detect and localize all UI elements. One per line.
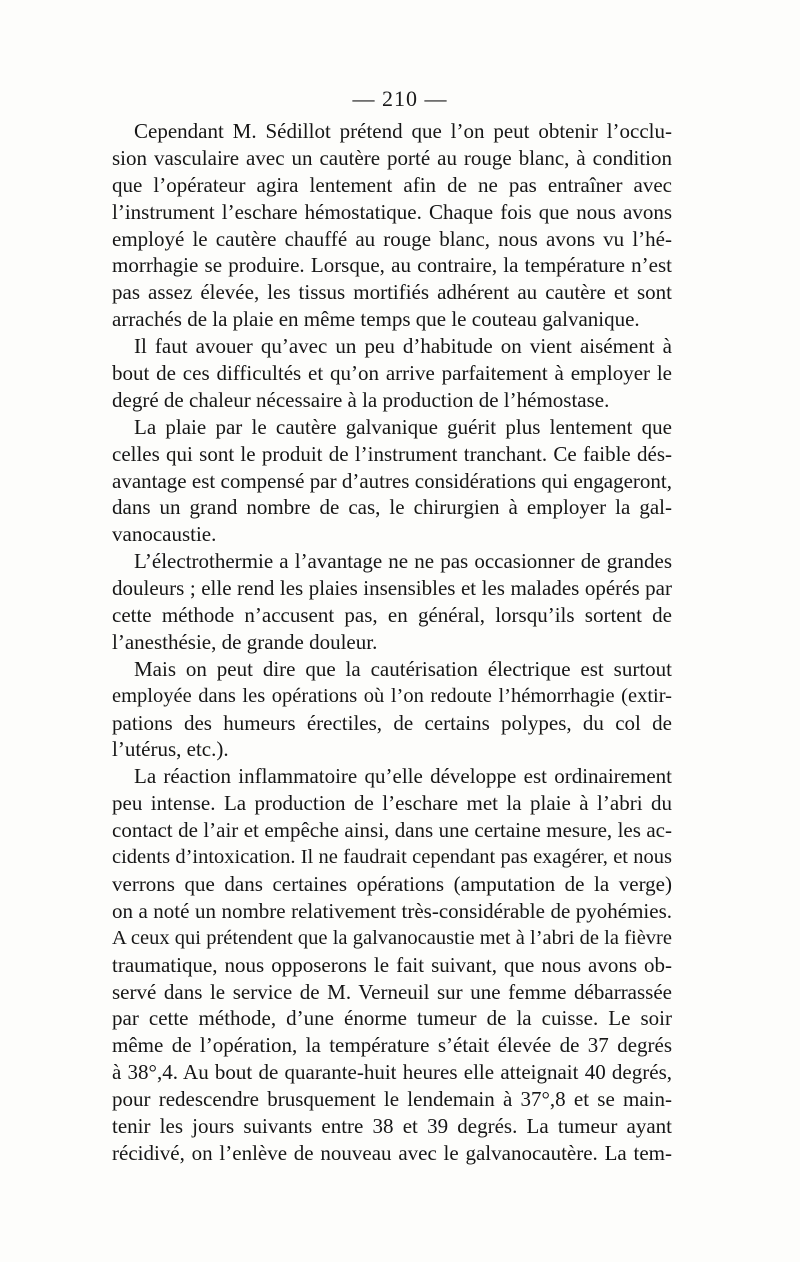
text-line: que l’opérateur agira lentement afin de ne pas entraîner avec — [112, 172, 672, 197]
text-line: cette méthode n’accusent pas, en général, lorsqu’ils sortent de — [112, 603, 672, 628]
text-line: l’instrument l’eschare hémostatique. Chaque fois que nous avons — [112, 199, 672, 224]
text-line: l’anesthésie, de grande douleur. — [112, 629, 378, 654]
text-line: sion vasculaire avec un cautère porté au rouge blanc, à condition — [112, 145, 672, 170]
text-line: même de l’opération, la température s’était élevée de 37 degrés — [112, 1033, 672, 1058]
text-line: récidivé, on l’enlève de nouveau avec le galvanocautère. La tem- — [112, 1140, 672, 1165]
text-line: vanocaustie. — [112, 522, 217, 547]
text-line: bout de ces difficultés et qu’on arrive parfaitement à employer le — [112, 361, 672, 386]
text-line: L’électrothermie a l’avantage ne ne pas occasionner de grandes — [134, 549, 672, 574]
text-line: pour redescendre brusquement le lendemain à 37°,8 et se main- — [112, 1087, 672, 1112]
text-line: on a noté un nombre relativement très-considérable de pyohémies. — [112, 898, 672, 923]
text-line: par cette méthode, d’une énorme tumeur de la cuisse. Le soir — [112, 1006, 672, 1031]
text-line: dans un grand nombre de cas, le chirurgien à employer la gal- — [112, 495, 672, 520]
text-line: cidents d’intoxication. Il ne faudrait cependant pas exagérer, et nous — [112, 846, 672, 869]
page-number: — 210 — — [352, 86, 448, 111]
text-line: morrhagie se produire. Lorsque, au contraire, la température n’est — [112, 253, 672, 278]
text-line: douleurs ; elle rend les plaies insensibles et les malades opérés par — [112, 576, 672, 601]
text-line: servé dans le service de M. Verneuil sur une femme débarrassée — [112, 979, 672, 1004]
text-line: A ceux qui prétendent que la galvanocaustie met à l’abri de la fièvre — [112, 926, 672, 949]
text-line: pas assez élevée, les tissus mortifiés adhérent au cautère et sont — [112, 280, 672, 305]
text-line: avantage est compensé par d’autres considérations qui engageront, — [112, 468, 672, 493]
text-line: La réaction inflammatoire qu’elle développe est ordinairement — [134, 764, 672, 789]
text-line: tenir les jours suivants entre 38 et 39 degrés. La tumeur ayant — [112, 1113, 672, 1138]
text-line: verrons que dans certaines opérations (amputation de la verge) — [112, 871, 672, 896]
text-line: Mais on peut dire que la cautérisation électrique est surtout — [134, 656, 672, 681]
text-line: à 38°,4. Au bout de quarante-huit heures elle atteignait 40 degrés, — [112, 1060, 672, 1085]
text-line: pations des humeurs érectiles, de certains polypes, du col de — [112, 710, 672, 735]
text-line: degré de chaleur nécessaire à la production de l’hémostase. — [112, 387, 610, 412]
text-line: l’utérus, etc.). — [112, 737, 229, 762]
text-line: employée dans les opérations où l’on redoute l’hémorrhagie (extir- — [112, 684, 672, 707]
text-line: employé le cautère chauffé au rouge blanc, nous avons vu l’hé- — [112, 226, 672, 251]
text-line: Il faut avouer qu’avec un peu d’habitude on vient aisément à — [134, 334, 672, 359]
body-text — [112, 118, 672, 1167]
text-line: contact de l’air et empêche ainsi, dans une certaine mesure, les ac- — [112, 818, 672, 843]
text-line: peu intense. La production de l’eschare met la plaie à l’abri du — [112, 791, 672, 816]
text-line: La plaie par le cautère galvanique guérit plus lentement que — [134, 414, 672, 439]
text-line: celles qui sont le produit de l’instrument tranchant. Ce faible dés- — [112, 441, 672, 466]
text-line: traumatique, nous opposerons le fait suivant, que nous avons ob- — [112, 952, 672, 977]
text-line: Cependant M. Sédillot prétend que l’on peut obtenir l’occlu- — [134, 119, 672, 143]
text-line: arrachés de la plaie en même temps que le couteau galvanique. — [112, 307, 640, 332]
